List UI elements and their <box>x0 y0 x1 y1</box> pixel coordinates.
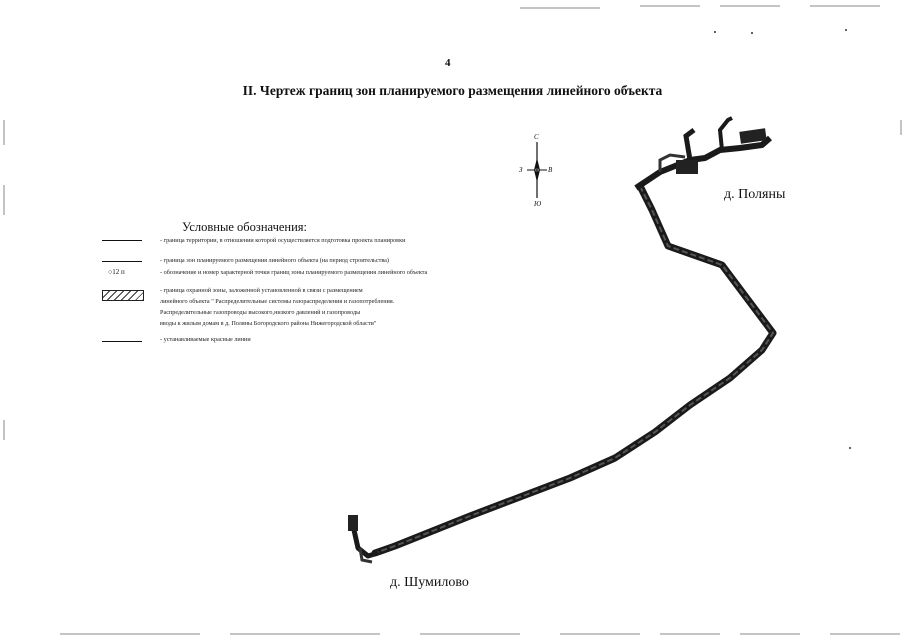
compass-west-label: З <box>519 166 523 174</box>
legend-text-red-lines: - устанавливаемые красные линии <box>160 336 251 343</box>
place-label-shumilovo: д. Шумилово <box>390 575 469 590</box>
route-corridor-inner <box>375 186 773 553</box>
compass-south-label: Ю <box>534 200 542 208</box>
route-branch-north <box>636 138 770 188</box>
route-block-north <box>676 160 698 174</box>
legend-text-protection-zone-3: Распределительные газопроводы высокого,низкого давлений и газопроводы <box>160 309 361 316</box>
legend-symbol-territory-line <box>102 240 142 241</box>
legend-text-protection-zone-2: линейного объекта " Распределительные системы газораспределения и газопотребления. <box>160 298 395 305</box>
legend-text-protection-zone-4: вводы к жилым домам в д. Поляны Богородского района Нижегородской области" <box>160 320 377 327</box>
legend-heading: Условные обозначения: <box>182 220 308 234</box>
route-branch-north-3 <box>720 118 732 150</box>
legend-text-protection-zone-1: - граница охранной зоны, заложенной установленной в связи с размещением <box>160 287 363 294</box>
legend-symbol-red-lines <box>102 341 142 342</box>
legend-text-zone: - граница зон планируемого размещения линейного объекта (на период строительства) <box>160 257 389 264</box>
compass-east-label: В <box>548 166 553 174</box>
compass-rose <box>527 142 547 198</box>
legend-symbol-hatched-box <box>102 290 144 301</box>
legend-symbol-zone-line <box>102 261 142 262</box>
compass-north-label: С <box>534 133 539 141</box>
page-number: 4 <box>445 57 451 69</box>
route-block-south <box>348 515 358 531</box>
page-title: II. Чертеж границ зон планируемого размещения линейного объекта <box>242 83 663 98</box>
route-branch-north-2 <box>686 130 694 160</box>
legend-text-point: - обозначение и номер характерной точки границ зоны планируемого размещения линейного объекта <box>160 269 428 276</box>
route-corridor <box>375 186 773 553</box>
legend-symbol-point-label: ○12 п <box>108 268 125 276</box>
legend-text-territory: - граница территории, в отношении которой осуществляется подготовка проекта планировки <box>160 237 406 244</box>
place-label-polyany: д. Поляны <box>724 187 786 202</box>
